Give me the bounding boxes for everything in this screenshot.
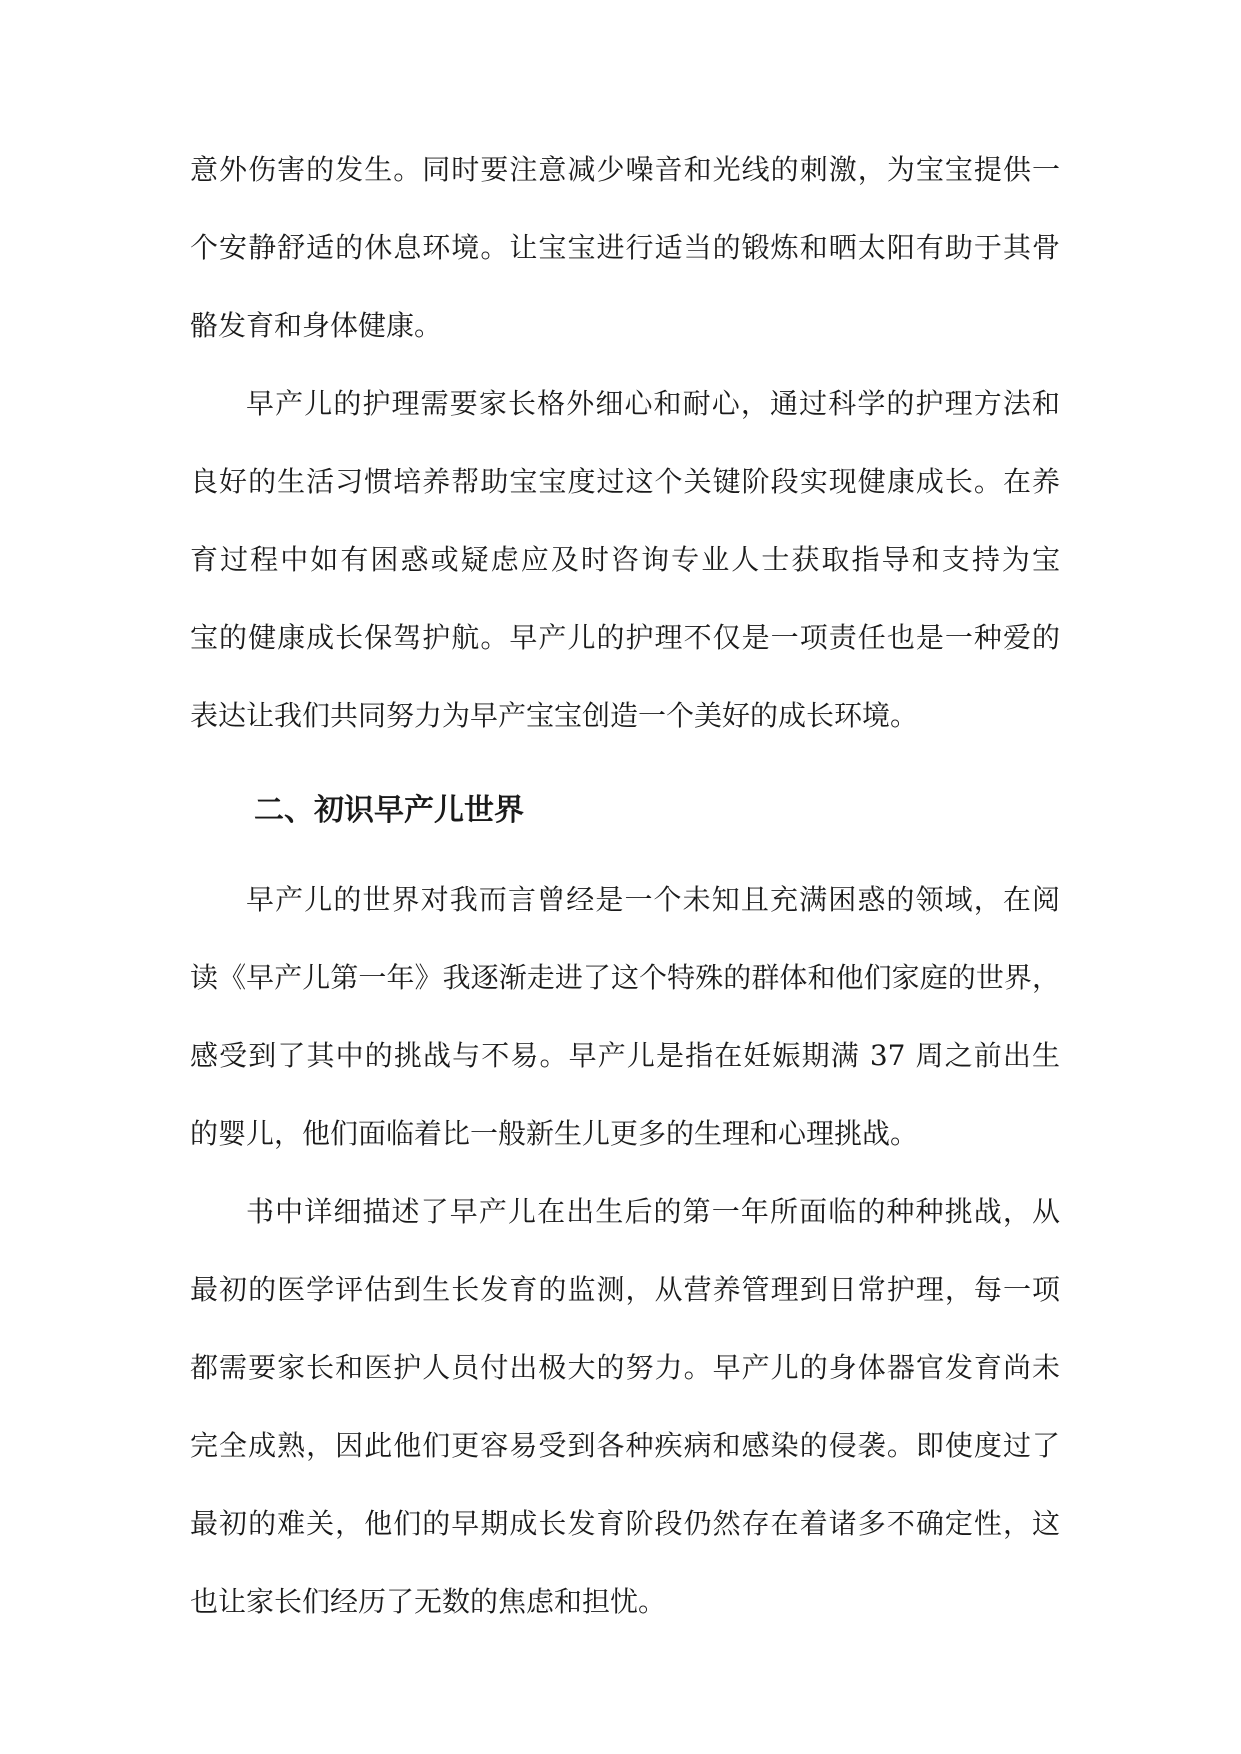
paragraph-line: 宝的健康成长保驾护航。早产儿的护理不仅是一项责任也是一种爱的 (190, 621, 1060, 654)
paragraph-line: 书中详细描述了早产儿在出生后的第一年所面临的种种挑战，从 (246, 1195, 1060, 1228)
paragraph-line: 读《早产儿第一年》我逐渐走进了这个特殊的群体和他们家庭的世界， (190, 961, 1060, 994)
paragraph-line: 最初的难关，他们的早期成长发育阶段仍然存在着诸多不确定性，这 (190, 1507, 1060, 1540)
paragraph-line: 的婴儿，他们面临着比一般新生儿更多的生理和心理挑战。 (190, 1117, 919, 1150)
section-heading: 二、初识早产儿世界 (254, 793, 524, 828)
paragraph-line: 育过程中如有困惑或疑虑应及时咨询专业人士获取指导和支持为宝 (190, 543, 1060, 576)
paragraph-line: 最初的医学评估到生长发育的监测，从营养管理到日常护理，每一项 (190, 1273, 1060, 1306)
paragraph-line: 个安静舒适的休息环境。让宝宝进行适当的锻炼和晒太阳有助于其骨 (190, 231, 1060, 264)
paragraph-line: 骼发育和身体健康。 (190, 309, 443, 342)
paragraph-line: 良好的生活习惯培养帮助宝宝度过这个关键阶段实现健康成长。在养 (190, 465, 1060, 498)
paragraph-line: 感受到了其中的挑战与不易。早产儿是指在妊娠期满 37 周之前出生 (190, 1039, 1060, 1072)
paragraph-line: 也让家长们经历了无数的焦虑和担忧。 (190, 1585, 667, 1618)
paragraph-line: 都需要家长和医护人员付出极大的努力。早产儿的身体器官发育尚未 (190, 1351, 1060, 1384)
paragraph-line: 完全成熟，因此他们更容易受到各种疾病和感染的侵袭。即使度过了 (190, 1429, 1060, 1462)
paragraph-line: 意外伤害的发生。同时要注意减少噪音和光线的刺激，为宝宝提供一 (190, 153, 1060, 186)
paragraph-line: 表达让我们共同努力为早产宝宝创造一个美好的成长环境。 (190, 699, 919, 732)
paragraph-line: 早产儿的护理需要家长格外细心和耐心，通过科学的护理方法和 (246, 387, 1060, 420)
paragraph-line: 早产儿的世界对我而言曾经是一个未知且充满困惑的领域，在阅 (246, 883, 1060, 916)
